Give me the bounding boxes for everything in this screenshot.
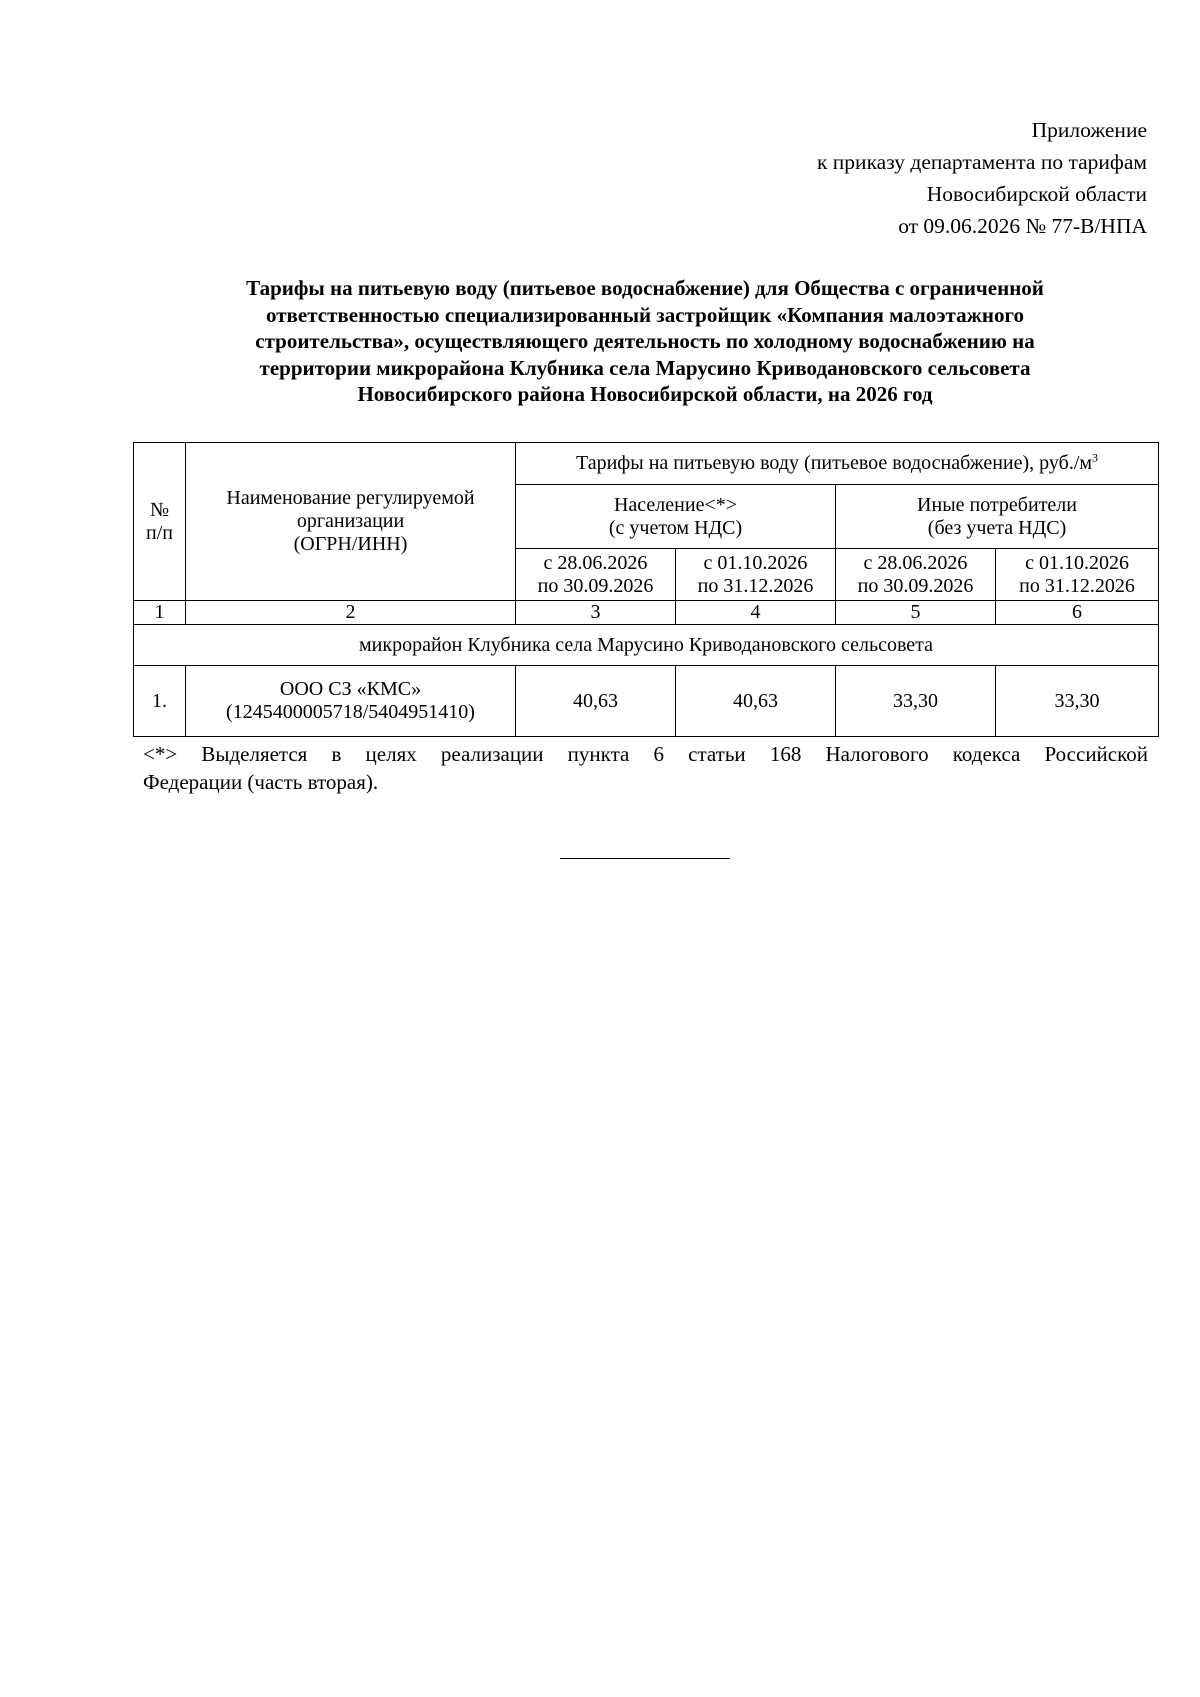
column-number: 4 [676, 601, 836, 625]
footnote-line: Федерации (часть вторая). [143, 770, 379, 794]
header-period: с 01.10.2026 по 31.12.2026 [676, 549, 836, 601]
row-number: 1. [134, 666, 186, 737]
appendix-line: Новосибирской области [926, 182, 1147, 206]
title-line: Новосибирского района Новосибирской области, на 2026 год [357, 382, 933, 406]
title-line: территории микрорайона Клубника села Марусино Криводановского сельсовета [259, 355, 1031, 380]
header-tariffs: Тарифы на питьевую воду (питьевое водоснабжение), $руб./м^3$ [516, 443, 1159, 485]
title-line: ответственностью специализированный застройщик «Компания малоэтажного [266, 302, 1024, 327]
organization-cell [186, 666, 516, 737]
header-group-others: Иные потребители (без учета НДС) [836, 485, 1159, 549]
organization-name: ООО СЗ «КМС» [279, 678, 422, 700]
column-number: 3 [516, 601, 676, 625]
closing-rule [560, 858, 730, 859]
organization-ids: (1245400005718/5404951410) [226, 701, 475, 723]
header-row-number: № п/п [134, 443, 186, 601]
appendix-line: от 09.06.2026 № 77-В/НПА [898, 214, 1147, 238]
section-title: микрорайон Клубника села Марусино Криводановского сельсовета [134, 625, 1159, 666]
footnote-line: <*> Выделяется в целях реализации пункта 6 статьи 168 Налогового кодекса Российской [143, 742, 1148, 766]
tariff-value: 40,63 [516, 666, 676, 737]
header-period: с 28.06.2026 по 30.09.2026 [836, 549, 996, 601]
footnote [143, 740, 1148, 796]
section-row [134, 625, 1159, 666]
header-group-population: Население<*> (с учетом НДС) [516, 485, 836, 549]
tariff-value: 33,30 [836, 666, 996, 737]
document-title [150, 275, 1140, 408]
tariff-value: 40,63 [676, 666, 836, 737]
title-line: Тарифы на питьевую воду (питьевое водоснабжение) для Общества с ограниченной [246, 276, 1044, 300]
column-number: 6 [996, 601, 1159, 625]
tariff-value: 33,30 [996, 666, 1159, 737]
unit-superscript: 3 [1092, 450, 1099, 465]
header-period: с 28.06.2026 по 30.09.2026 [516, 549, 676, 601]
appendix-line: Приложение [1031, 118, 1147, 142]
column-number: 1 [134, 601, 186, 625]
tariffs-table [133, 442, 1159, 737]
appendix-header [817, 114, 1147, 242]
table-row [134, 666, 1159, 737]
column-number: 5 [836, 601, 996, 625]
title-line: строительства», осуществляющего деятельность по холодному водоснабжению на [255, 329, 1035, 353]
header-period: с 01.10.2026 по 31.12.2026 [996, 549, 1159, 601]
column-numbers-row [134, 601, 1159, 625]
column-number: 2 [186, 601, 516, 625]
header-organization: Наименование регулируемой организации (ОГРН/ИНН) [186, 443, 516, 601]
appendix-line: к приказу департамента по тарифам [816, 150, 1147, 174]
